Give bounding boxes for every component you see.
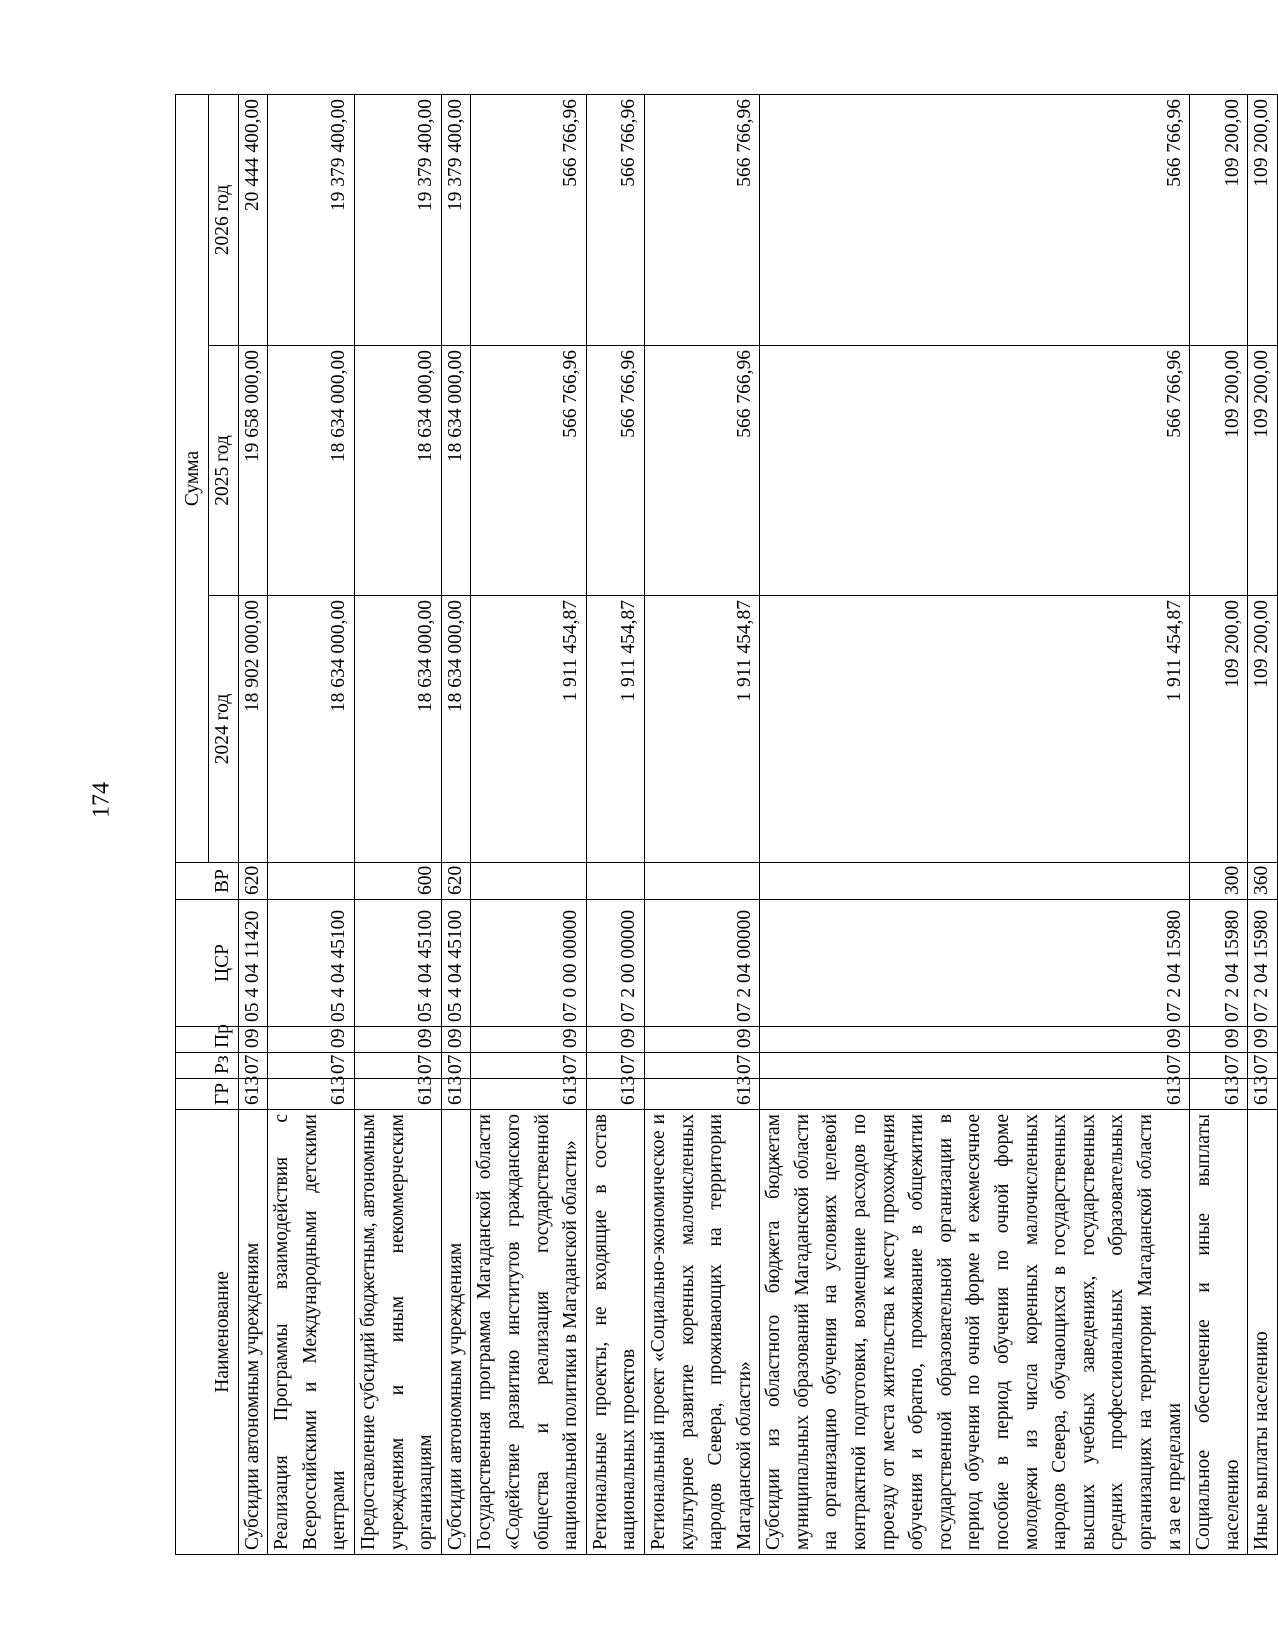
cell-vr (586, 863, 644, 900)
cell-gr: 613 (644, 1079, 759, 1110)
cell-name: Социальное обеспечение и иные выплаты населению (1190, 1110, 1248, 1555)
cell-2025: 109 200,00 (1190, 346, 1248, 596)
cell-csr: 07 2 00 00000 (586, 900, 644, 1027)
cell-csr: 05 4 04 45100 (441, 900, 471, 1027)
cell-csr: 05 4 04 45100 (268, 900, 355, 1027)
cell-gr: 613 (1248, 1079, 1278, 1110)
cell-2026: 19 379 400,00 (268, 95, 355, 346)
cell-name: Иные выплаты населению (1248, 1110, 1278, 1555)
cell-2025: 566 766,96 (760, 346, 1190, 596)
cell-2024: 18 634 000,00 (268, 596, 355, 863)
cell-pr: 09 (354, 1027, 441, 1053)
cell-vr (471, 863, 586, 900)
cell-gr: 613 (1190, 1079, 1248, 1110)
col-header-2024: 2024 год (209, 596, 239, 863)
cell-2025: 18 634 000,00 (268, 346, 355, 596)
cell-2024: 1 911 454,87 (644, 596, 759, 863)
col-header-vr: ВР (176, 863, 239, 900)
cell-2024: 18 634 000,00 (441, 596, 471, 863)
col-header-sum: Сумма (176, 95, 209, 863)
cell-name: Субсидии автономным учреждениям (441, 1110, 471, 1555)
table-row (268, 95, 355, 1555)
cell-2024: 109 200,00 (1190, 596, 1248, 863)
cell-vr: 620 (441, 863, 471, 900)
cell-2024: 109 200,00 (1248, 596, 1278, 863)
cell-name: Региональные проекты, не входящие в состав национальных проектов (586, 1110, 644, 1555)
cell-rz: 07 (760, 1053, 1190, 1079)
cell-pr: 09 (238, 1027, 268, 1053)
cell-2024: 1 911 454,87 (586, 596, 644, 863)
col-header-gr: ГР (176, 1079, 239, 1110)
cell-pr: 09 (1248, 1027, 1278, 1053)
cell-vr (760, 863, 1190, 900)
col-header-2025: 2025 год (209, 346, 239, 596)
col-header-name: Наименование (176, 1110, 239, 1555)
cell-csr: 07 0 00 00000 (471, 900, 586, 1027)
cell-name: Субсидии автономным учреждениям (238, 1110, 268, 1555)
col-header-rz: Рз (176, 1053, 239, 1079)
cell-rz: 07 (354, 1053, 441, 1079)
budget-table-rotated (175, 95, 1273, 1555)
cell-2024: 1 911 454,87 (760, 596, 1190, 863)
table-row (471, 95, 586, 1555)
cell-rz: 07 (1248, 1053, 1278, 1079)
cell-vr (644, 863, 759, 900)
col-header-2026: 2026 год (209, 95, 239, 346)
cell-vr (268, 863, 355, 900)
cell-rz: 07 (644, 1053, 759, 1079)
table-row (644, 95, 759, 1555)
table-row (354, 95, 441, 1555)
cell-name: Государственная программа Магаданской области «Содействие развитию институтов гражданского общества и реализация государственной национальной политики в Магаданской области» (471, 1110, 586, 1555)
table-row (1248, 95, 1278, 1555)
cell-2026: 109 200,00 (1190, 95, 1248, 346)
cell-pr: 09 (1190, 1027, 1248, 1053)
cell-2025: 18 634 000,00 (354, 346, 441, 596)
cell-vr: 600 (354, 863, 441, 900)
cell-gr: 613 (238, 1079, 268, 1110)
cell-gr: 613 (586, 1079, 644, 1110)
cell-pr: 09 (586, 1027, 644, 1053)
cell-csr: 07 2 04 00000 (644, 900, 759, 1027)
table-row (441, 95, 471, 1555)
cell-2026: 20 444 400,00 (238, 95, 268, 346)
cell-csr: 07 2 04 15980 (1248, 900, 1278, 1027)
cell-gr: 613 (441, 1079, 471, 1110)
budget-table (175, 94, 1278, 1555)
cell-rz: 07 (268, 1053, 355, 1079)
cell-pr: 09 (441, 1027, 471, 1053)
table-row (760, 95, 1190, 1555)
cell-2024: 18 902 000,00 (238, 596, 268, 863)
page-number: 174 (88, 782, 115, 818)
cell-csr: 07 2 04 15980 (760, 900, 1190, 1027)
cell-2025: 566 766,96 (644, 346, 759, 596)
cell-2024: 18 634 000,00 (354, 596, 441, 863)
cell-name: Региональный проект «Социально-экономическое и культурное развитие коренных малочисленных народов Севера, проживающих на территории Магаданской области» (644, 1110, 759, 1555)
table-row (1190, 95, 1248, 1555)
cell-name: Реализация Программы взаимодействия с Всероссийскими и Международными детскими центрами (268, 1110, 355, 1555)
cell-2025: 19 658 000,00 (238, 346, 268, 596)
cell-pr: 09 (644, 1027, 759, 1053)
cell-2026: 109 200,00 (1248, 95, 1278, 346)
col-header-csr: ЦСР (176, 900, 239, 1027)
cell-gr: 613 (354, 1079, 441, 1110)
table-row (238, 95, 268, 1555)
cell-vr: 620 (238, 863, 268, 900)
cell-pr: 09 (760, 1027, 1190, 1053)
header-row-1 (176, 95, 209, 1555)
cell-2026: 19 379 400,00 (354, 95, 441, 346)
cell-pr: 09 (268, 1027, 355, 1053)
col-header-pr: Пр (176, 1027, 239, 1053)
cell-gr: 613 (760, 1079, 1190, 1110)
cell-2025: 566 766,96 (586, 346, 644, 596)
cell-rz: 07 (238, 1053, 268, 1079)
cell-2025: 566 766,96 (471, 346, 586, 596)
cell-csr: 05 4 04 11420 (238, 900, 268, 1027)
cell-2026: 19 379 400,00 (441, 95, 471, 346)
cell-csr: 05 4 04 45100 (354, 900, 441, 1027)
table-row (586, 95, 644, 1555)
cell-gr: 613 (471, 1079, 586, 1110)
cell-2026: 566 766,96 (586, 95, 644, 346)
cell-rz: 07 (471, 1053, 586, 1079)
cell-rz: 07 (441, 1053, 471, 1079)
cell-2025: 18 634 000,00 (441, 346, 471, 596)
cell-rz: 07 (586, 1053, 644, 1079)
cell-2025: 109 200,00 (1248, 346, 1278, 596)
cell-csr: 07 2 04 15980 (1190, 900, 1248, 1027)
cell-gr: 613 (268, 1079, 355, 1110)
cell-pr: 09 (471, 1027, 586, 1053)
cell-rz: 07 (1190, 1053, 1248, 1079)
cell-name: Субсидии из областного бюджета бюджетам муниципальных образований Магаданской области на организацию обучения на условиях целевой контрактной подготовки, возмещение расходов по проезду от места жительства к месту прохождения обучения и обратно, проживание в общежитии государственной образовательной организации в период обучения по очной форме и ежемесячное пособие в период обучения по очной форме молодежи из числа коренных малочисленных народов Севера, обучающихся в государственных высших учебных заведениях, государственных средних профессиональных образовательных организациях на территории Магаданской области и за ее пределами (760, 1110, 1190, 1555)
cell-2026: 566 766,96 (760, 95, 1190, 346)
cell-2024: 1 911 454,87 (471, 596, 586, 863)
cell-2026: 566 766,96 (644, 95, 759, 346)
cell-vr: 300 (1190, 863, 1248, 900)
cell-2026: 566 766,96 (471, 95, 586, 346)
cell-name: Предоставление субсидий бюджетным, автономным учреждениям и иным некоммерческим организациям (354, 1110, 441, 1555)
cell-vr: 360 (1248, 863, 1278, 900)
